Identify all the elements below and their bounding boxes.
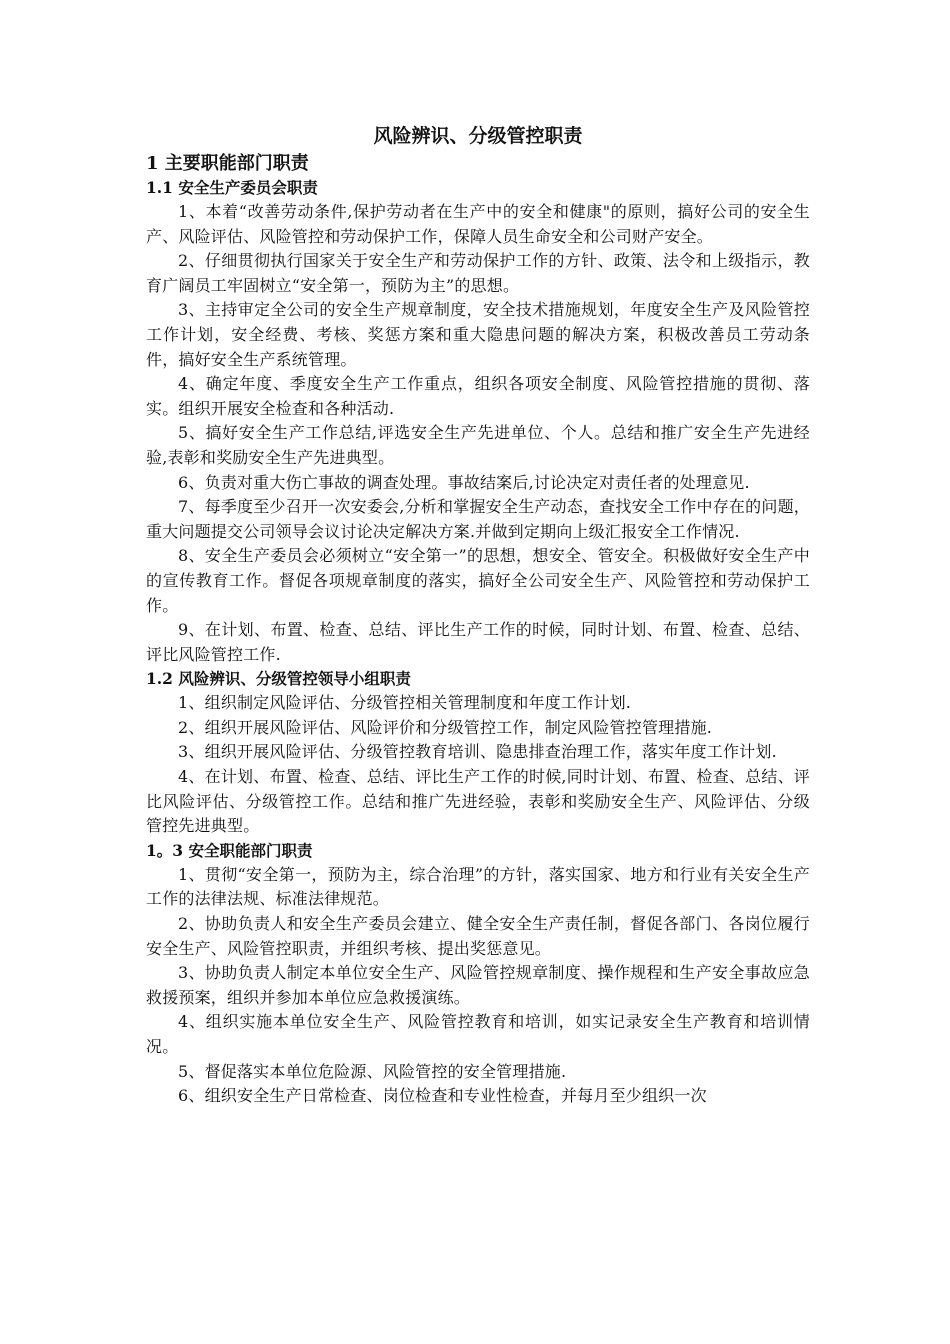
paragraph: 2、协助负责人和安全生产委员会建立、健全安全生产责任制，督促各部门、各岗位履行安全生产、风险管控职责，并组织考核、提出奖惩意见。: [146, 914, 810, 958]
paragraph: 6、组织安全生产日常检查、岗位检查和专业性检查，并每月至少组织一次: [178, 1086, 707, 1106]
paragraph: 5、搞好安全生产工作总结,评选安全生产先进单位、个人。总结和推广安全生产先进经验,表彰和奖励安全生产先进典型。: [146, 423, 810, 467]
subsection-heading-1-1: 1.1 安全生产委员会职责: [146, 178, 318, 197]
paragraph: 1、本着“改善劳动条件,保护劳动者在生产中的安全和健康"的原则，搞好公司的安全生产、风险评估、风险管控和劳动保护工作，保障人员生命安全和公司财产安全。: [146, 202, 810, 246]
subsection-heading-1-2: 1.2 风险辨识、分级管控领导小组职责: [146, 669, 411, 689]
paragraph: 9、在计划、布置、检查、总结、评比生产工作的时候，同时计划、布置、检查、总结、评比风险管控工作.: [146, 620, 810, 664]
section-heading-1: 1 主要职能部门职责: [146, 153, 309, 174]
paragraph: 1、组织制定风险评估、分级管控相关管理制度和年度工作计划.: [178, 693, 632, 713]
paragraph: 3、组织开展风险评估、分级管控教育培训、隐患排查治理工作，落实年度工作计划.: [178, 742, 777, 762]
document-page: [146, 122, 810, 1109]
paragraph: 6、负责对重大伤亡事故的调查处理。事故结案后,讨论决定对责任者的处理意见.: [178, 472, 750, 492]
paragraph: 2、组织开展风险评估、风险评价和分级管控工作，制定风险管控管理措施.: [178, 717, 713, 737]
paragraph: 4、在计划、布置、检查、总结、评比生产工作的时候,同时计划、布置、检查、总结、评比风险评估、分级管控工作。总结和推广先进经验，表彰和奖励安全生产、风险评估、分级管控先进典型。: [146, 767, 810, 836]
paragraph: 2、仔细贯彻执行国家关于安全生产和劳动保护工作的方针、政策、法令和上级指示，教育广阔员工牢固树立“安全第一，预防为主”的思想。: [146, 251, 810, 295]
paragraph: 4、确定年度、季度安全生产工作重点，组织各项安全制度、风险管控措施的贯彻、落实。组织开展安全检查和各种活动.: [146, 374, 810, 418]
paragraph: 3、主持审定全公司的安全生产规章制度，安全技术措施规划，年度安全生产及风险管控工作计划，安全经费、考核、奖惩方案和重大隐患问题的解决方案，积极改善员工劳动条件，搞好安全生产系统管理。: [146, 300, 810, 369]
paragraph: 1、贯彻“安全第一，预防为主，综合治理”的方针，落实国家、地方和行业有关安全生产工作的法律法规、标准法律规范。: [146, 864, 810, 909]
paragraph: 3、协助负责人制定本单位安全生产、风险管控规章制度、操作规程和生产安全事故应急救援预案，组织并参加本单位应急救援演练。: [146, 963, 810, 1007]
paragraph: 8、安全生产委员会必须树立“安全第一”的思想，想安全、管安全。积极做好安全生产中的宣传教育工作。督促各项规章制度的落实，搞好全公司安全生产、风险管控和劳动保护工作。: [146, 546, 810, 615]
paragraph: 5、督促落实本单位危险源、风险管控的安全管理措施.: [178, 1061, 567, 1081]
paragraph: 7、每季度至少召开一次安委会,分析和掌握安全生产动态，查找安全工作中存在的问题，重大问题提交公司领导会议讨论决定解决方案.并做到定期向上级汇报安全工作情况.: [146, 497, 810, 541]
subsection-heading-1-3: 1。3 安全职能部门职责: [146, 840, 313, 860]
paragraph: 4、组织实施本单位安全生产、风险管控教育和培训，如实记录安全生产教育和培训情况。: [146, 1012, 810, 1056]
document-title: 风险辨识、分级管控职责: [373, 125, 583, 147]
